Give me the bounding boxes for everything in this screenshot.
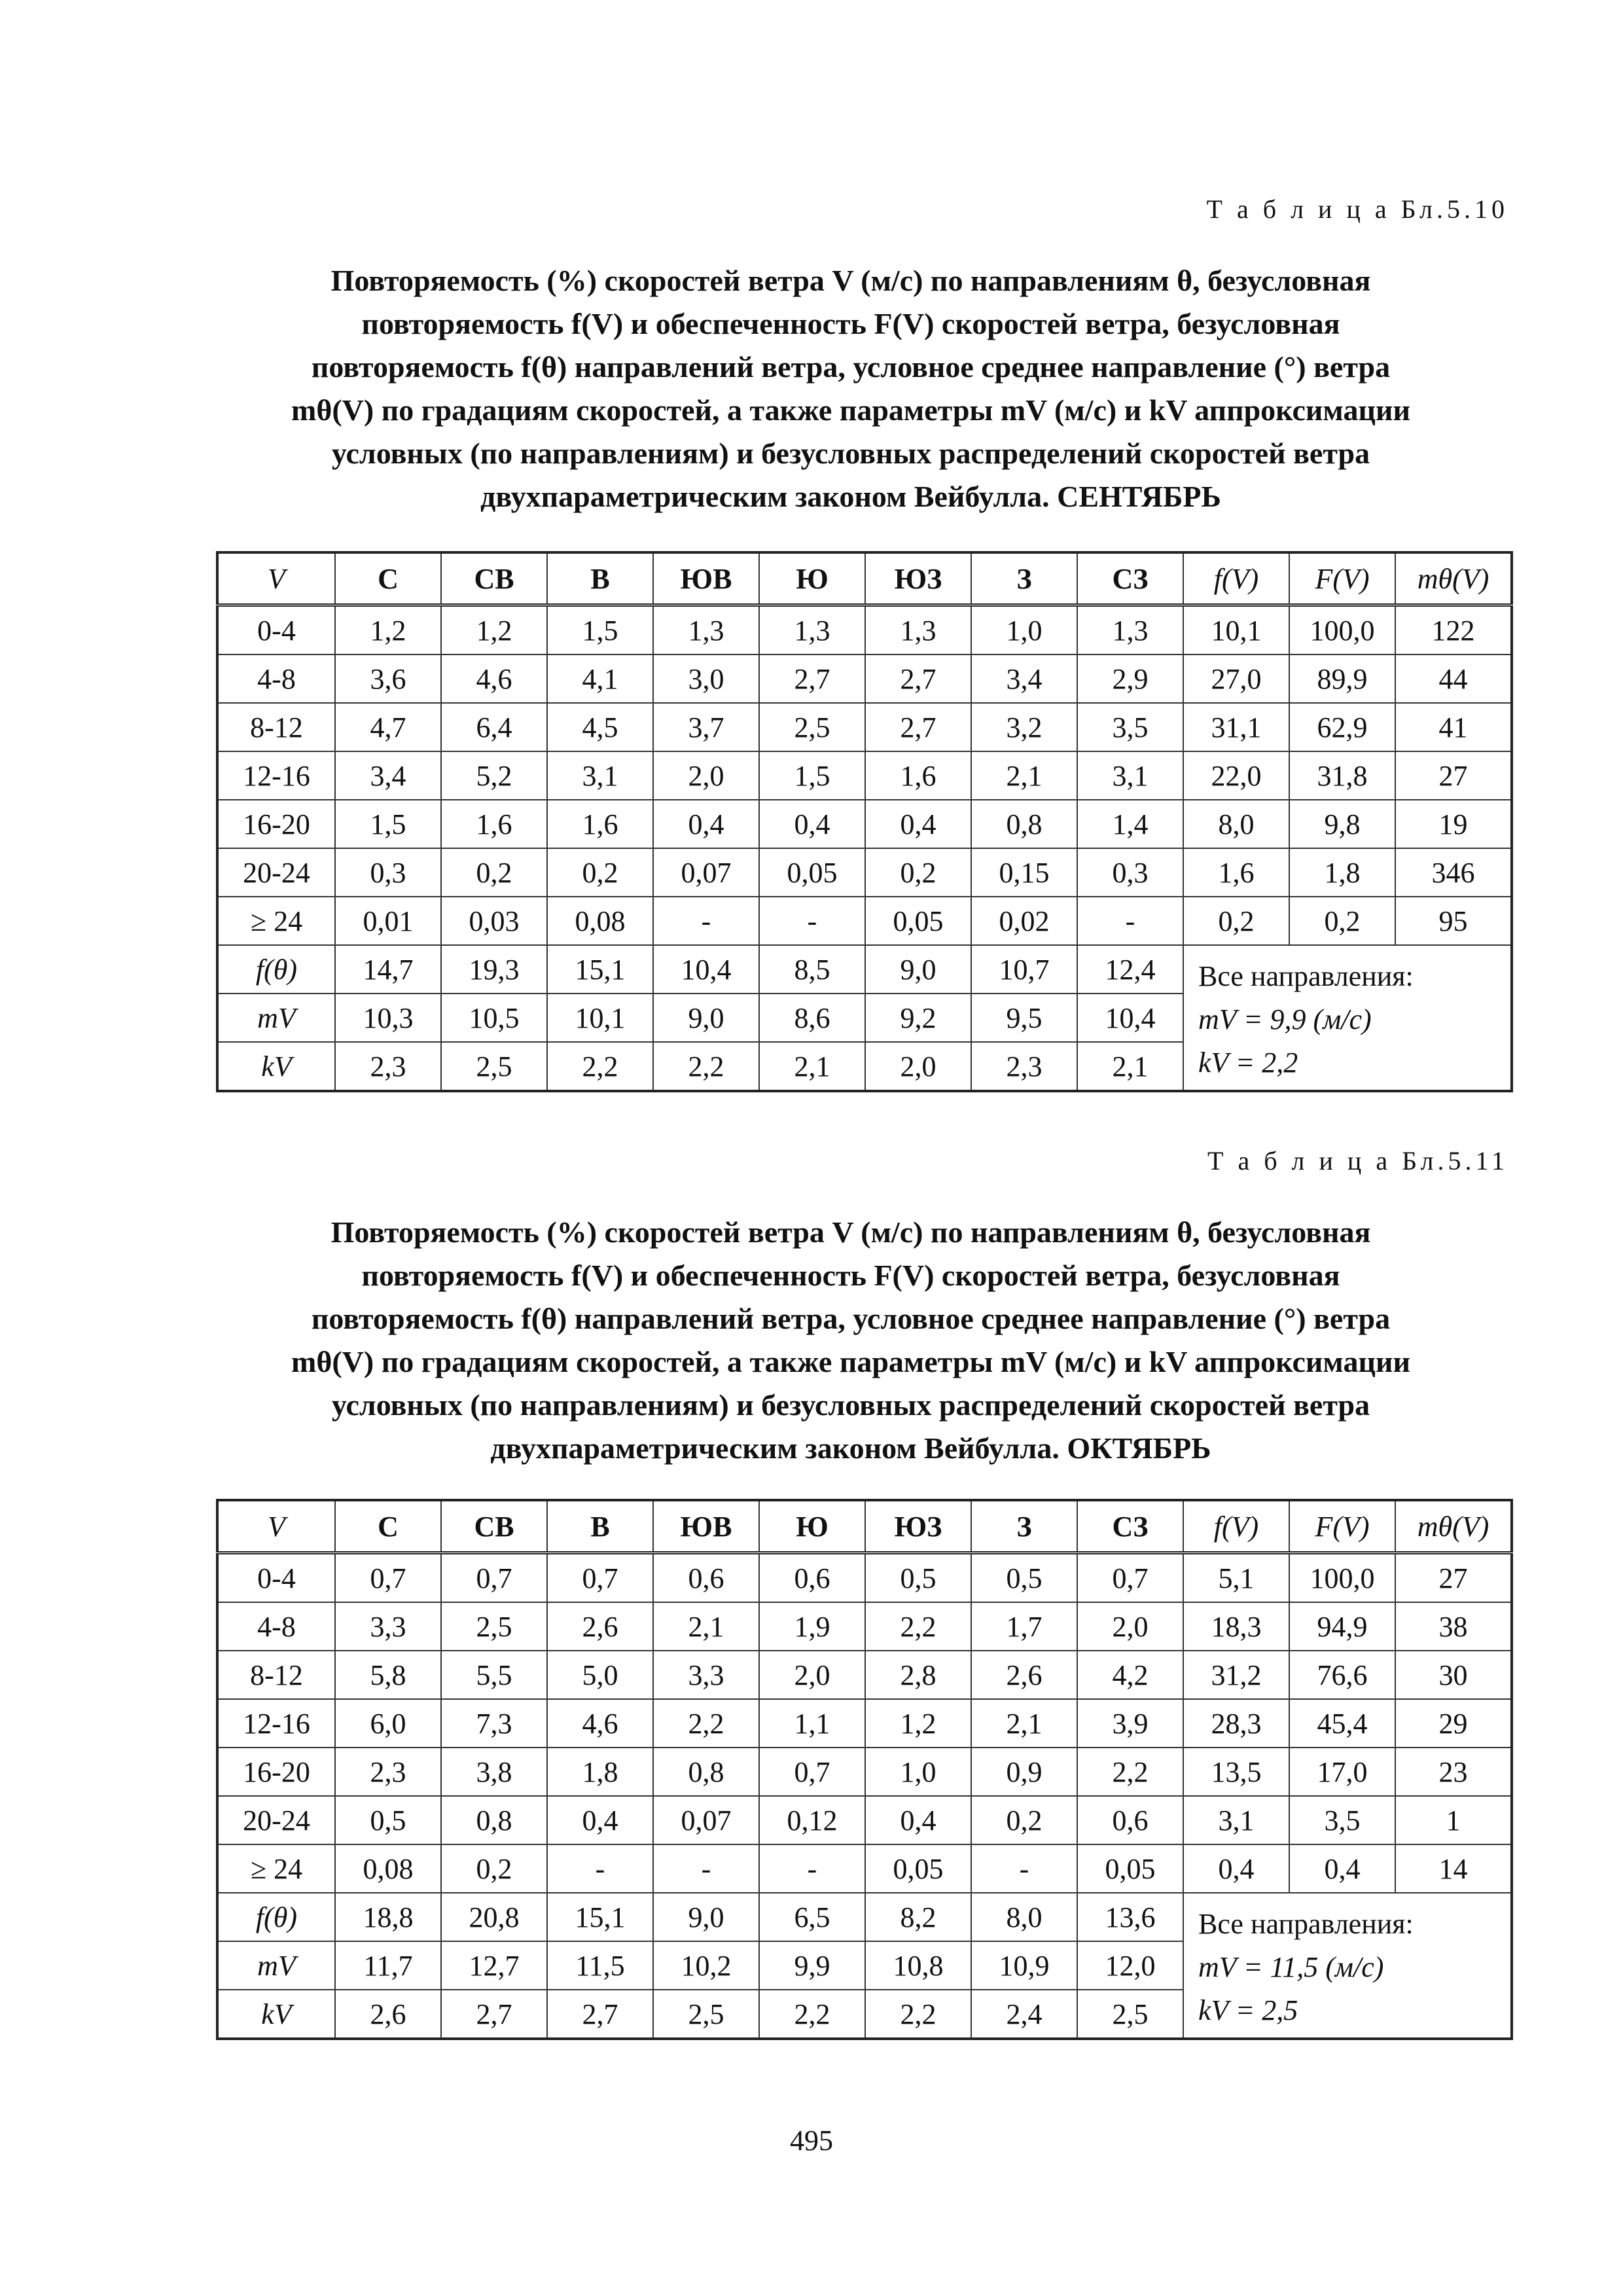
column-header: F(V) [1289, 1500, 1395, 1553]
table-cell: 3,2 [971, 703, 1077, 751]
table-cell: 3,8 [441, 1748, 547, 1796]
summary-mv: mV = 9,9 (м/с) [1198, 1003, 1372, 1035]
table-cell: 9,5 [971, 994, 1077, 1042]
table-cell: 38 [1395, 1602, 1512, 1651]
column-header: Ю [759, 552, 865, 605]
table-cell: 1,9 [759, 1602, 865, 1651]
table-row [217, 848, 1512, 897]
table-cell: 0,4 [865, 800, 971, 848]
table-cell: 31,2 [1183, 1651, 1289, 1699]
table-cell: 1,0 [971, 605, 1077, 655]
table-cell: 4,2 [1077, 1651, 1183, 1699]
table-cell: 12,7 [441, 1941, 547, 1990]
column-header: V [217, 552, 335, 605]
table-cell: 4-8 [217, 655, 335, 703]
table-cell: 8-12 [217, 703, 335, 751]
column-header: В [547, 1500, 653, 1553]
table-caption [216, 1211, 1486, 1470]
table-cell: 1,6 [1183, 848, 1289, 897]
table-cell: 9,2 [865, 994, 971, 1042]
table-cell: 3,5 [1077, 703, 1183, 751]
table-cell: 122 [1395, 605, 1512, 655]
table-cell: 95 [1395, 897, 1512, 945]
table-cell: 0,08 [547, 897, 653, 945]
table-cell: 2,1 [1077, 1042, 1183, 1091]
table-cell: 0,2 [547, 848, 653, 897]
table-cell: 5,8 [335, 1651, 441, 1699]
column-header: СВ [441, 552, 547, 605]
table-cell: 2,7 [441, 1990, 547, 2039]
table-cell: 9,0 [653, 994, 759, 1042]
table-cell: 94,9 [1289, 1602, 1395, 1651]
table-cell: 2,3 [335, 1042, 441, 1091]
table-cell: 2,0 [865, 1042, 971, 1091]
table-cell: 0,4 [1289, 1844, 1395, 1893]
table-cell: 0,2 [1183, 897, 1289, 945]
all-directions-summary [1183, 945, 1512, 1091]
table-cell: 15,1 [547, 1893, 653, 1941]
table-cell: 6,5 [759, 1893, 865, 1941]
table-cell: 10,4 [653, 945, 759, 994]
table-cell: 0,4 [759, 800, 865, 848]
caption-line: условных (по направлениям) и безусловных распределений скоростей ветра [331, 1388, 1370, 1422]
caption-line: двухпараметрическим законом Вейбулла. ОКТЯБРЬ [490, 1431, 1211, 1465]
table-cell: 0,7 [335, 1553, 441, 1603]
column-header: С [335, 552, 441, 605]
table-cell: 1,4 [1077, 800, 1183, 848]
table-cell: 45,4 [1289, 1699, 1395, 1748]
table-cell: 3,1 [1077, 751, 1183, 800]
table-cell: 12,0 [1077, 1941, 1183, 1990]
table-cell: 0,01 [335, 897, 441, 945]
table-label: Т а б л и ц а Бл.5.10 [1206, 194, 1508, 224]
table-cell: 0,6 [1077, 1796, 1183, 1844]
table-cell: 0,05 [759, 848, 865, 897]
table-cell: 8-12 [217, 1651, 335, 1699]
table-cell: 1,3 [653, 605, 759, 655]
table-cell: 0,5 [335, 1796, 441, 1844]
table-cell: 2,6 [547, 1602, 653, 1651]
parameter-row [217, 945, 1512, 994]
parameter-row [217, 1893, 1512, 1941]
table-cell: 1,5 [547, 605, 653, 655]
table-cell: 7,3 [441, 1699, 547, 1748]
table-cell: 0,3 [1077, 848, 1183, 897]
table-cell: 10,4 [1077, 994, 1183, 1042]
table-cell: 0,2 [865, 848, 971, 897]
table-cell: 0,6 [653, 1553, 759, 1603]
table-cell: 18,3 [1183, 1602, 1289, 1651]
table-cell: 12,4 [1077, 945, 1183, 994]
table-cell: 2,4 [971, 1990, 1077, 2039]
table-cell: 4,5 [547, 703, 653, 751]
table-cell: 76,6 [1289, 1651, 1395, 1699]
column-header: F(V) [1289, 552, 1395, 605]
table-row [217, 751, 1512, 800]
table-cell: 2,2 [865, 1990, 971, 2039]
table-cell: 2,0 [653, 751, 759, 800]
table-label: Т а б л и ц а Бл.5.11 [1207, 1146, 1508, 1175]
table-cell: 1,5 [759, 751, 865, 800]
table-cell: 23 [1395, 1748, 1512, 1796]
table-cell: 12-16 [217, 751, 335, 800]
column-header: СВ [441, 1500, 547, 1553]
table-row [217, 897, 1512, 945]
table-cell: 17,0 [1289, 1748, 1395, 1796]
table-cell: 2,7 [759, 655, 865, 703]
table-row [217, 1844, 1512, 1893]
table-cell: 2,6 [335, 1990, 441, 2039]
column-header: ЮЗ [865, 552, 971, 605]
table-cell: 0,2 [441, 848, 547, 897]
summary-kv: kV = 2,2 [1198, 1047, 1298, 1079]
table-cell: ≥ 24 [217, 1844, 335, 1893]
table-cell: 0,7 [441, 1553, 547, 1603]
table-cell: 8,0 [971, 1893, 1077, 1941]
table-cell: 19,3 [441, 945, 547, 994]
table-row [217, 800, 1512, 848]
column-header: f(V) [1183, 1500, 1289, 1553]
table-cell: 0,7 [1077, 1553, 1183, 1603]
table-cell: 8,5 [759, 945, 865, 994]
table-cell: 15,1 [547, 945, 653, 994]
table-cell: 11,7 [335, 1941, 441, 1990]
table-cell: 0,03 [441, 897, 547, 945]
table-cell: - [1077, 897, 1183, 945]
table-cell: 2,5 [441, 1042, 547, 1091]
table-cell: 1,2 [865, 1699, 971, 1748]
table-cell: 5,1 [1183, 1553, 1289, 1603]
data-table [216, 551, 1513, 1092]
column-header: СЗ [1077, 552, 1183, 605]
table-row [217, 703, 1512, 751]
table-cell: 5,5 [441, 1651, 547, 1699]
table-cell: 3,4 [335, 751, 441, 800]
table-cell: 1,2 [441, 605, 547, 655]
table-cell: 0,15 [971, 848, 1077, 897]
table-cell: 4-8 [217, 1602, 335, 1651]
table-cell: 0,05 [1077, 1844, 1183, 1893]
table-cell: 3,0 [653, 655, 759, 703]
table-cell: 0,2 [441, 1844, 547, 1893]
table-cell: 3,4 [971, 655, 1077, 703]
caption-line: повторяемость f(V) и обеспеченность F(V) скоростей ветра, безусловная [361, 307, 1340, 340]
table-cell: 6,4 [441, 703, 547, 751]
table-cell: 20-24 [217, 1796, 335, 1844]
table-cell: 0,6 [759, 1553, 865, 1603]
table-cell: 2,9 [1077, 655, 1183, 703]
table-cell: 31,1 [1183, 703, 1289, 751]
table-cell: 10,2 [653, 1941, 759, 1990]
column-header: В [547, 552, 653, 605]
table-cell: 2,7 [865, 703, 971, 751]
table-cell: 0,3 [335, 848, 441, 897]
table-cell: 11,5 [547, 1941, 653, 1990]
caption-line: условных (по направлениям) и безусловных распределений скоростей ветра [331, 437, 1370, 470]
table-cell: 1,3 [1077, 605, 1183, 655]
table-cell: 1,5 [335, 800, 441, 848]
table-cell: 10,9 [971, 1941, 1077, 1990]
table-cell: 18,8 [335, 1893, 441, 1941]
table-cell: 2,5 [653, 1990, 759, 2039]
table-row [217, 1602, 1512, 1651]
column-header: З [971, 1500, 1077, 1553]
table-cell: 41 [1395, 703, 1512, 751]
table-cell: 19 [1395, 800, 1512, 848]
caption-line: mθ(V) по градациям скоростей, а также параметры mV (м/с) и kV аппроксимации [291, 393, 1410, 427]
table-cell: 31,8 [1289, 751, 1395, 800]
table-cell: 2,1 [971, 1699, 1077, 1748]
table-cell: 3,6 [335, 655, 441, 703]
table-cell: 1,3 [865, 605, 971, 655]
table-cell: 29 [1395, 1699, 1512, 1748]
table-cell: 13,6 [1077, 1893, 1183, 1941]
column-header: С [335, 1500, 441, 1553]
table-cell: - [653, 1844, 759, 1893]
table-cell: 8,0 [1183, 800, 1289, 848]
table-cell: 9,9 [759, 1941, 865, 1990]
table-cell: 28,3 [1183, 1699, 1289, 1748]
table-cell: 1,3 [759, 605, 865, 655]
table-cell: 6,0 [335, 1699, 441, 1748]
parameter-label: f(θ) [217, 945, 335, 994]
table-cell: 9,0 [653, 1893, 759, 1941]
table-cell: 16-20 [217, 800, 335, 848]
table-cell: 0,9 [971, 1748, 1077, 1796]
table-cell: 0,4 [1183, 1844, 1289, 1893]
table-cell: 0,12 [759, 1796, 865, 1844]
table-cell: 0,2 [1289, 897, 1395, 945]
table-cell: 62,9 [1289, 703, 1395, 751]
column-header: СЗ [1077, 1500, 1183, 1553]
table-cell: 0,05 [865, 1844, 971, 1893]
table-cell: 20-24 [217, 848, 335, 897]
table-cell: 30 [1395, 1651, 1512, 1699]
table-cell: 2,1 [971, 751, 1077, 800]
table-cell: 3,3 [335, 1602, 441, 1651]
table-cell: 4,6 [547, 1699, 653, 1748]
table-cell: 0,2 [971, 1796, 1077, 1844]
parameter-label: kV [217, 1990, 335, 2039]
table-row [217, 1699, 1512, 1748]
column-header: ЮВ [653, 1500, 759, 1553]
table-cell: 1,1 [759, 1699, 865, 1748]
table-cell: 2,0 [759, 1651, 865, 1699]
parameter-label: mV [217, 1941, 335, 1990]
table-cell: 2,2 [865, 1602, 971, 1651]
table-row [217, 605, 1512, 655]
table-cell: 100,0 [1289, 1553, 1395, 1603]
caption-line: повторяемость f(θ) направлений ветра, условное среднее направление (°) ветра [311, 1302, 1391, 1335]
page-number: 495 [790, 2125, 833, 2157]
summary-title: Все направления: [1198, 1908, 1414, 1940]
all-directions-summary [1183, 1893, 1512, 2039]
caption-line: Повторяемость (%) скоростей ветра V (м/с) по направлениям θ, безусловная [330, 264, 1371, 297]
table-cell: 2,2 [759, 1990, 865, 2039]
table-cell: 27 [1395, 751, 1512, 800]
table-cell: 4,6 [441, 655, 547, 703]
table-cell: 2,2 [1077, 1748, 1183, 1796]
table-row [217, 655, 1512, 703]
table-cell: 0-4 [217, 605, 335, 655]
table-row [217, 1748, 1512, 1796]
table-cell: 0,8 [653, 1748, 759, 1796]
table-cell: 22,0 [1183, 751, 1289, 800]
table-cell: 10,1 [547, 994, 653, 1042]
caption-line: двухпараметрическим законом Вейбулла. СЕНТЯБРЬ [480, 480, 1221, 513]
table-cell: 2,7 [547, 1990, 653, 2039]
table-cell: 1,0 [865, 1748, 971, 1796]
table-cell: - [653, 897, 759, 945]
table-cell: 2,3 [971, 1042, 1077, 1091]
table-header-row [217, 552, 1512, 605]
table-cell: 2,1 [653, 1602, 759, 1651]
table-cell: 3,5 [1289, 1796, 1395, 1844]
table-cell: 2,5 [441, 1602, 547, 1651]
table-cell: - [971, 1844, 1077, 1893]
table-cell: 1,2 [335, 605, 441, 655]
table-cell: 0,02 [971, 897, 1077, 945]
table-cell: 0,07 [653, 848, 759, 897]
table-cell: 1,7 [971, 1602, 1077, 1651]
column-header: mθ(V) [1395, 552, 1512, 605]
table-cell: 2,5 [1077, 1990, 1183, 2039]
column-header: mθ(V) [1395, 1500, 1512, 1553]
table-cell: 3,1 [547, 751, 653, 800]
table-cell: 10,3 [335, 994, 441, 1042]
table-cell: ≥ 24 [217, 897, 335, 945]
table-cell: 1,6 [441, 800, 547, 848]
table-cell: 10,5 [441, 994, 547, 1042]
column-header: V [217, 1500, 335, 1553]
table-cell: 2,2 [653, 1042, 759, 1091]
table-cell: - [759, 1844, 865, 1893]
table-cell: 13,5 [1183, 1748, 1289, 1796]
column-header: f(V) [1183, 552, 1289, 605]
parameter-label: kV [217, 1042, 335, 1091]
table-cell: 4,7 [335, 703, 441, 751]
table-cell: 5,0 [547, 1651, 653, 1699]
table-cell: 1,8 [547, 1748, 653, 1796]
summary-title: Все направления: [1198, 960, 1414, 992]
table-cell: 2,5 [759, 703, 865, 751]
table-cell: 2,2 [653, 1699, 759, 1748]
table-cell: 10,7 [971, 945, 1077, 994]
table-cell: 346 [1395, 848, 1512, 897]
table-row [217, 1796, 1512, 1844]
column-header: ЮЗ [865, 1500, 971, 1553]
table-caption [216, 259, 1486, 518]
table-cell: 8,2 [865, 1893, 971, 1941]
table-cell: 2,2 [547, 1042, 653, 1091]
table-cell: 5,2 [441, 751, 547, 800]
table-cell: 0,8 [441, 1796, 547, 1844]
summary-mv: mV = 11,5 (м/с) [1198, 1951, 1384, 1983]
table-cell: 0,7 [547, 1553, 653, 1603]
table-cell: 0,05 [865, 897, 971, 945]
caption-line: повторяемость f(V) и обеспеченность F(V) скоростей ветра, безусловная [361, 1259, 1340, 1292]
table-row [217, 1553, 1512, 1603]
table-cell: 1,8 [1289, 848, 1395, 897]
table-cell: 2,1 [759, 1042, 865, 1091]
table-cell: 2,7 [865, 655, 971, 703]
table-cell: 2,0 [1077, 1602, 1183, 1651]
table-cell: 0,4 [653, 800, 759, 848]
table-cell: 89,9 [1289, 655, 1395, 703]
table-cell: 9,8 [1289, 800, 1395, 848]
caption-line: Повторяемость (%) скоростей ветра V (м/с) по направлениям θ, безусловная [330, 1215, 1371, 1249]
summary-kv: kV = 2,5 [1198, 1994, 1298, 2026]
data-table [216, 1499, 1513, 2040]
table-cell: 2,8 [865, 1651, 971, 1699]
table-cell: 1,6 [865, 751, 971, 800]
column-header: ЮВ [653, 552, 759, 605]
table-cell: 1 [1395, 1796, 1512, 1844]
table-cell: 3,3 [653, 1651, 759, 1699]
table-cell: 12-16 [217, 1699, 335, 1748]
table-cell: 3,7 [653, 703, 759, 751]
table-cell: - [547, 1844, 653, 1893]
table-cell: 0,5 [865, 1553, 971, 1603]
table-cell: 10,8 [865, 1941, 971, 1990]
table-cell: 8,6 [759, 994, 865, 1042]
table-cell: 0-4 [217, 1553, 335, 1603]
column-header: З [971, 552, 1077, 605]
table-cell: 14,7 [335, 945, 441, 994]
caption-line: mθ(V) по градациям скоростей, а также параметры mV (м/с) и kV аппроксимации [291, 1345, 1410, 1378]
table-cell: 14 [1395, 1844, 1512, 1893]
table-header-row [217, 1500, 1512, 1553]
table-cell: 3,9 [1077, 1699, 1183, 1748]
table-cell: 0,08 [335, 1844, 441, 1893]
table-cell: 9,0 [865, 945, 971, 994]
table-cell: 20,8 [441, 1893, 547, 1941]
table-cell: 0,7 [759, 1748, 865, 1796]
table-cell: 0,4 [547, 1796, 653, 1844]
table-cell: 2,3 [335, 1748, 441, 1796]
table-cell: 0,8 [971, 800, 1077, 848]
table-cell: 100,0 [1289, 605, 1395, 655]
table-cell: 0,4 [865, 1796, 971, 1844]
column-header: Ю [759, 1500, 865, 1553]
table-cell: 27,0 [1183, 655, 1289, 703]
parameter-label: mV [217, 994, 335, 1042]
table-cell: 4,1 [547, 655, 653, 703]
table-cell: 44 [1395, 655, 1512, 703]
table-cell: 2,6 [971, 1651, 1077, 1699]
table-cell: 0,07 [653, 1796, 759, 1844]
caption-line: повторяемость f(θ) направлений ветра, условное среднее направление (°) ветра [311, 350, 1391, 384]
table-row [217, 1651, 1512, 1699]
table-cell: 0,5 [971, 1553, 1077, 1603]
table-cell: 1,6 [547, 800, 653, 848]
table-cell: 3,1 [1183, 1796, 1289, 1844]
table-cell: 27 [1395, 1553, 1512, 1603]
table-cell: 10,1 [1183, 605, 1289, 655]
table-cell: 16-20 [217, 1748, 335, 1796]
table-cell: - [759, 897, 865, 945]
parameter-label: f(θ) [217, 1893, 335, 1941]
